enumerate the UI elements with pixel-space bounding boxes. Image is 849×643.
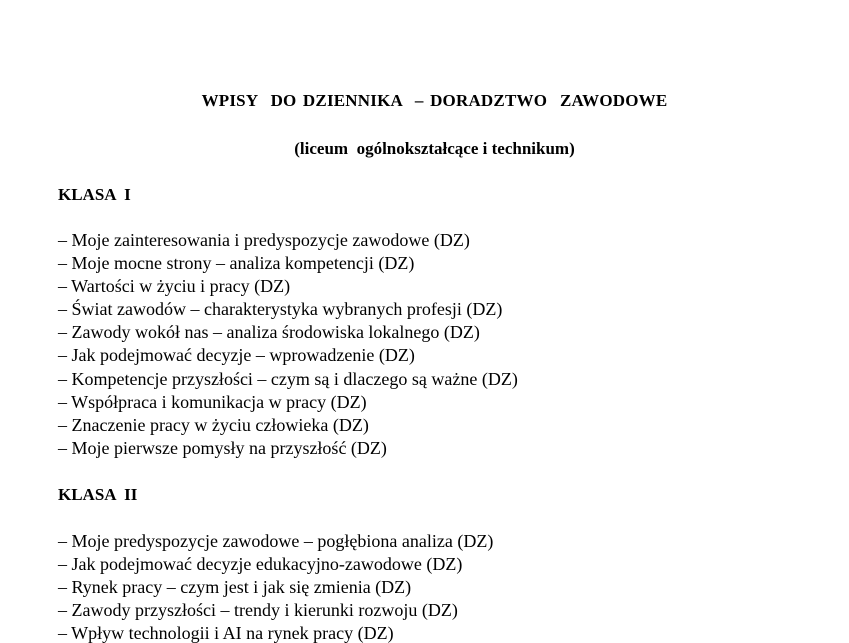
list-item: – Moje predyspozycje zawodowe – pogłębiona analiza (DZ) [58, 531, 494, 551]
list-item: – Świat zawodów – charakterystyka wybranych profesji (DZ) [58, 299, 503, 320]
document-title: WPISY DO DZIENNIKA – DORADZTWO ZAWODOWE [201, 91, 668, 110]
list-item: – Znaczenie pracy w życiu człowieka (DZ) [58, 414, 369, 435]
list-item: – Wartości w życiu i pracy (DZ) [58, 276, 291, 297]
document-subtitle: (liceum ogólnokształcące i technikum) [294, 139, 575, 158]
list-item: – Kompetencje przyszłości – czym są i dlaczego są ważne (DZ) [58, 368, 518, 389]
list-item: – Jak podejmować decyzje – wprowadzenie (DZ) [58, 345, 415, 366]
list-item: – Moje mocne strony – analiza kompetencji (DZ) [58, 253, 415, 274]
list-item: – Zawody wokół nas – analiza środowiska lokalnego (DZ) [58, 322, 480, 343]
list-item: – Moje pierwsze pomysły na przyszłość (DZ) [58, 437, 387, 458]
list-item: – Wpływ technologii i AI na rynek pracy (DZ) [58, 623, 394, 643]
section-list-klasa-2 [58, 530, 493, 643]
section-heading-klasa-1: KLASA I [58, 185, 131, 204]
list-item: – Moje zainteresowania i predyspozycje zawodowe (DZ) [58, 230, 470, 250]
list-item: – Współpraca i komunikacja w pracy (DZ) [58, 391, 367, 412]
section-heading-klasa-2: KLASA II [58, 485, 138, 504]
list-item: – Zawody przyszłości – trendy i kierunki rozwoju (DZ) [58, 600, 458, 621]
list-item: – Jak podejmować decyzje edukacyjno-zawodowe (DZ) [58, 554, 463, 575]
list-item: – Rynek pracy – czym jest i jak się zmienia (DZ) [58, 577, 412, 598]
section-list-klasa-1 [58, 229, 518, 460]
